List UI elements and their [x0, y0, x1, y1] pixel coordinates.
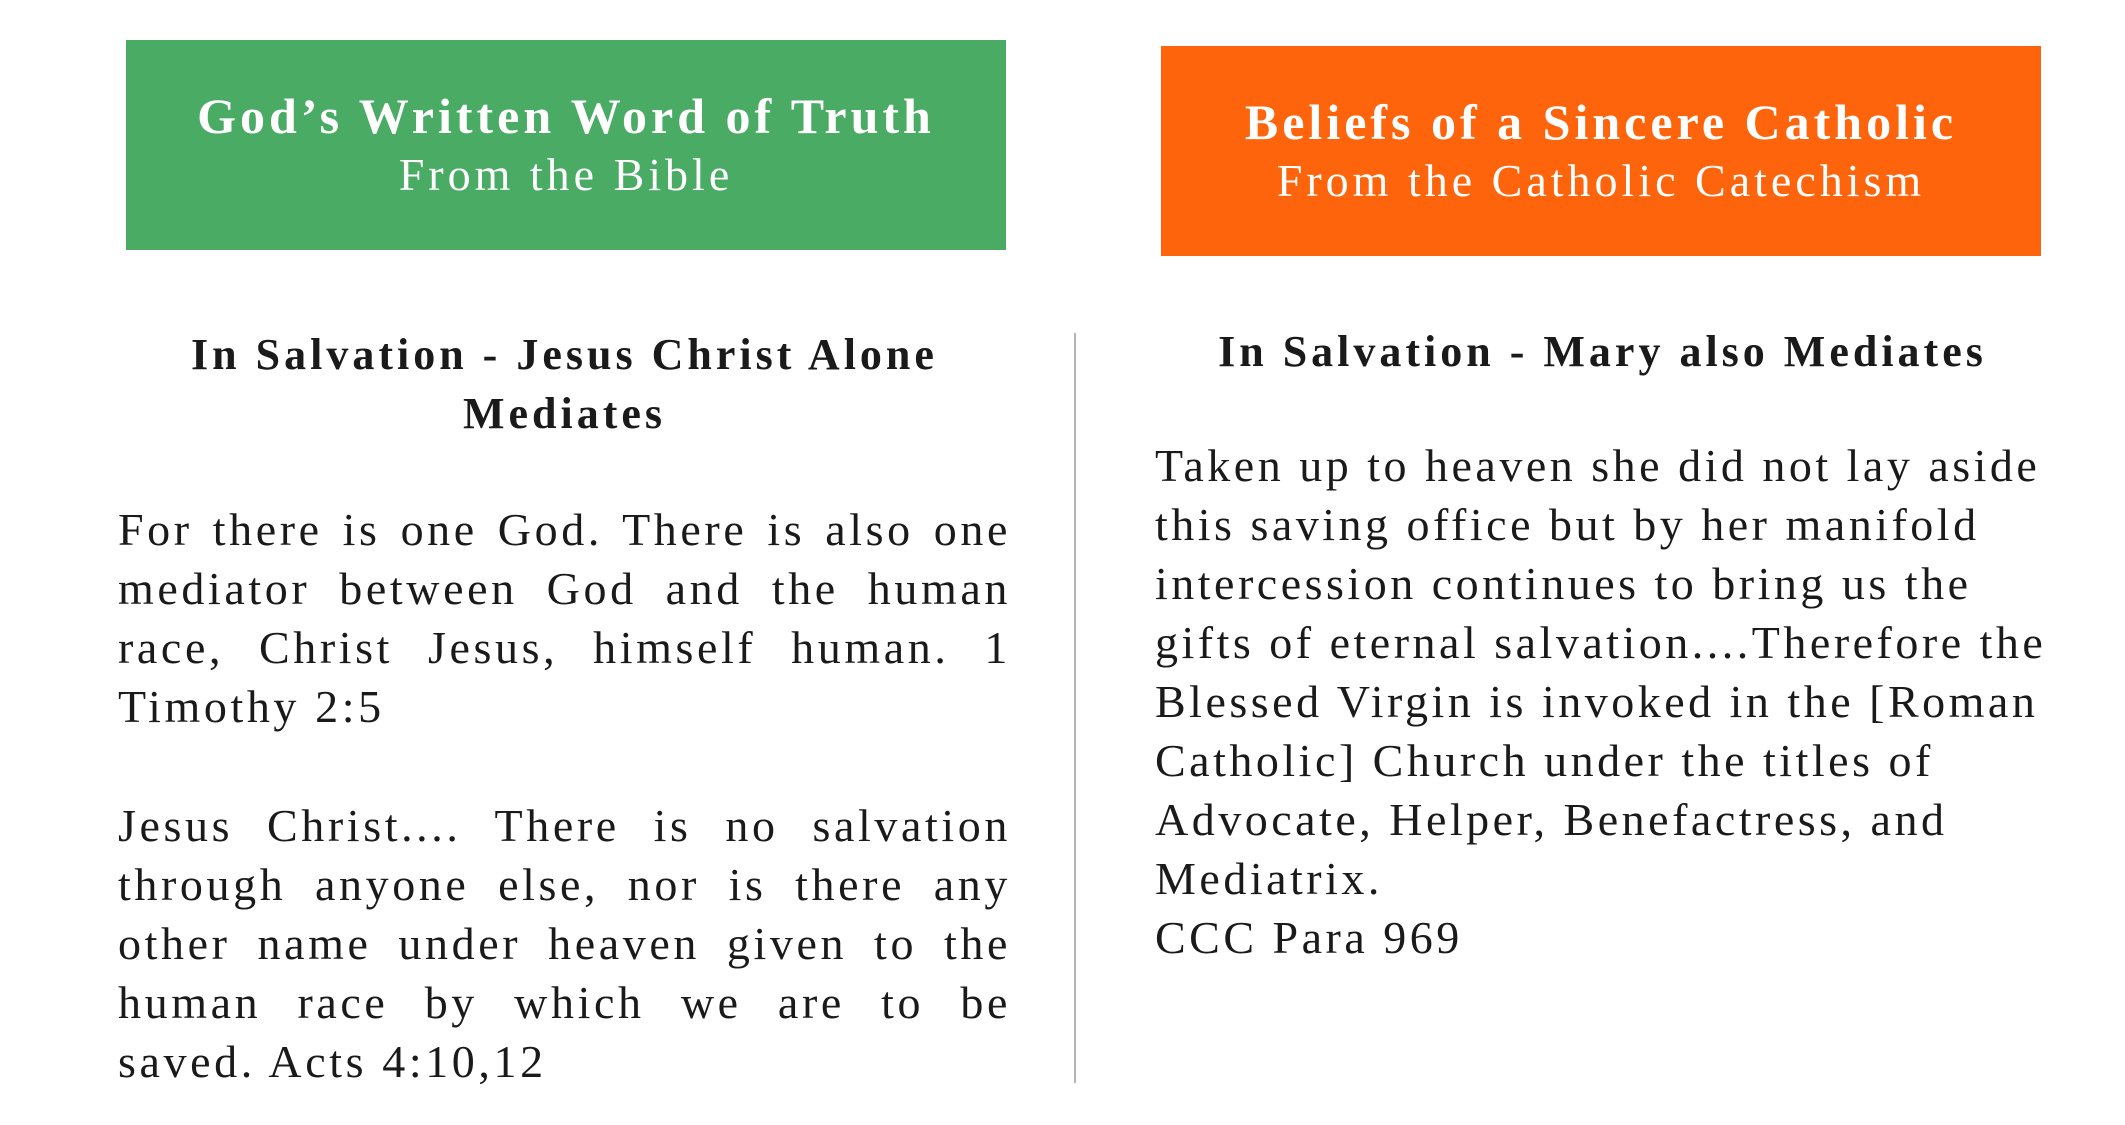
bible-verse-2: Jesus Christ.... There is no salvation through anyone else, nor is there any other name under heaven given to the human race by which we are to be saved. Acts 4:10,12	[118, 800, 1011, 1087]
bible-heading: In Salvation - Jesus Christ Alone Mediates	[191, 330, 938, 438]
catechism-column	[1155, 322, 2050, 967]
bible-banner-title: God’s Written Word of Truth	[197, 88, 935, 144]
bible-column	[118, 325, 1011, 1091]
bible-banner-subtitle: From the Bible	[398, 149, 734, 200]
catechism-passage-text: Taken up to heaven she did not lay aside this saving office but by her manifold intercession continues to bring us the gifts of eternal salvation....Therefore the Blessed Virgin is invoked in the [Roman Catholic] Church under the titles of Advocate, Helper, Benefactress, and Mediatrix.	[1155, 440, 2047, 904]
bible-verse-1: For there is one God. There is also one mediator between God and the human race, Christ Jesus, himself human. 1 Timothy 2:5	[118, 504, 1011, 732]
catechism-passage	[1155, 436, 2050, 967]
catechism-reference: CCC Para 969	[1155, 912, 1463, 963]
catechism-banner-title: Beliefs of a Sincere Catholic	[1244, 94, 1958, 150]
catechism-heading: In Salvation - Mary also Mediates	[1218, 327, 1987, 376]
column-divider	[1074, 333, 1076, 1083]
bible-banner	[126, 40, 1006, 250]
catechism-banner	[1161, 46, 2041, 256]
catechism-banner-subtitle: From the Catholic Catechism	[1276, 155, 1926, 206]
